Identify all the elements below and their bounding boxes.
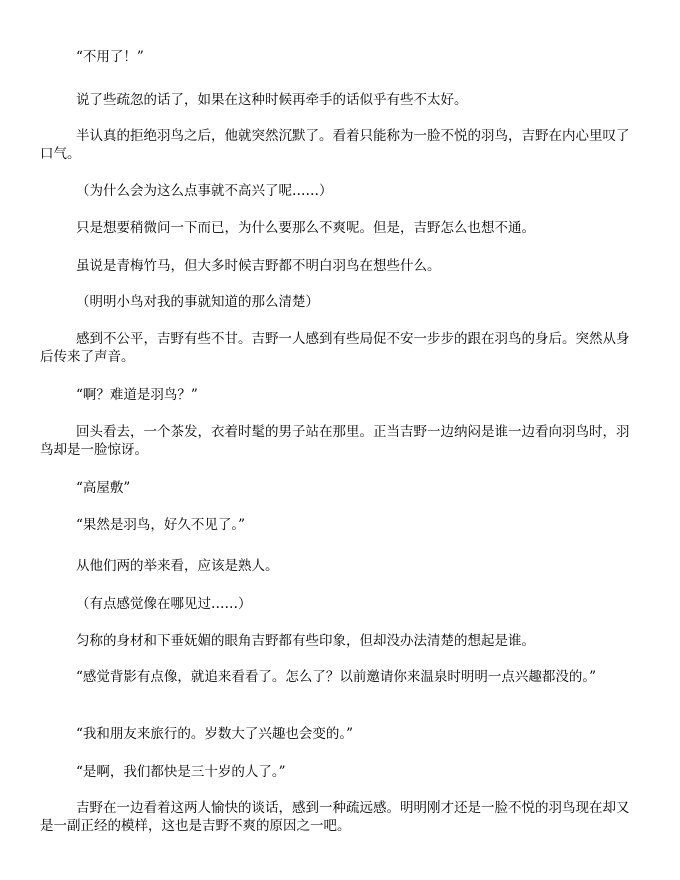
paragraph: （明明小鸟对我的事就知道的那么清楚） xyxy=(76,294,319,310)
paragraph: 匀称的身材和下垂妩媚的眼角吉野都有些印象，但却没办法清楚的想起是谁。 xyxy=(76,633,535,649)
paragraph: “高屋敷” xyxy=(76,480,131,496)
paragraph: “感觉背影有点像，就追来看看了。怎么了？以前邀请你来温泉时明明一点兴趣都没的。” xyxy=(76,669,597,685)
paragraph: “果然是羽鸟，好久不见了。” xyxy=(76,517,246,533)
paragraph: 只是想要稍微问一下而已，为什么要那么不爽呢。但是，吉野怎么也想不通。 xyxy=(76,220,535,236)
paragraph: 说了些疏忽的话了，如果在这种时候再牵手的话似乎有些不太好。 xyxy=(76,92,468,108)
paragraph: 虽说是青梅竹马，但大多时候吉野都不明白羽鸟在想些什么。 xyxy=(76,258,441,274)
paragraph: “啊？难道是羽鸟？” xyxy=(76,387,198,403)
paragraph: （有点感觉像在哪见过……） xyxy=(76,596,252,612)
paragraph: “不用了！” xyxy=(76,49,144,65)
paragraph: 半认真的拒绝羽鸟之后，他就突然沉默了。看着只能称为一脸不悦的羽鸟，吉野在内心里叹了口气。 xyxy=(40,128,630,162)
paragraph: “我和朋友来旅行的。岁数大了兴趣也会变的。” xyxy=(76,726,354,742)
paragraph: （为什么会为这么点事就不高兴了呢……） xyxy=(76,183,333,199)
paragraph: 从他们两的举来看，应该是熟人。 xyxy=(76,558,279,574)
paragraph: 回头看去，一个茶发，衣着时髦的男子站在那里。正当吉野一边纳闷是谁一边看向羽鸟时，羽鸟却是一脸惊讶。 xyxy=(40,424,630,458)
paragraph: “是啊，我们都快是三十岁的人了。” xyxy=(76,764,286,780)
paragraph: 吉野在一边看着这两人愉快的谈话，感到一种疏远感。明明刚才还是一脸不悦的羽鸟现在却又是一副正经的模样，这也是吉野不爽的原因之一吧。 xyxy=(40,800,630,834)
paragraph: 感到不公平，吉野有些不甘。吉野一人感到有些局促不安一步步的跟在羽鸟的身后。突然从身后传来了声音。 xyxy=(40,331,630,365)
